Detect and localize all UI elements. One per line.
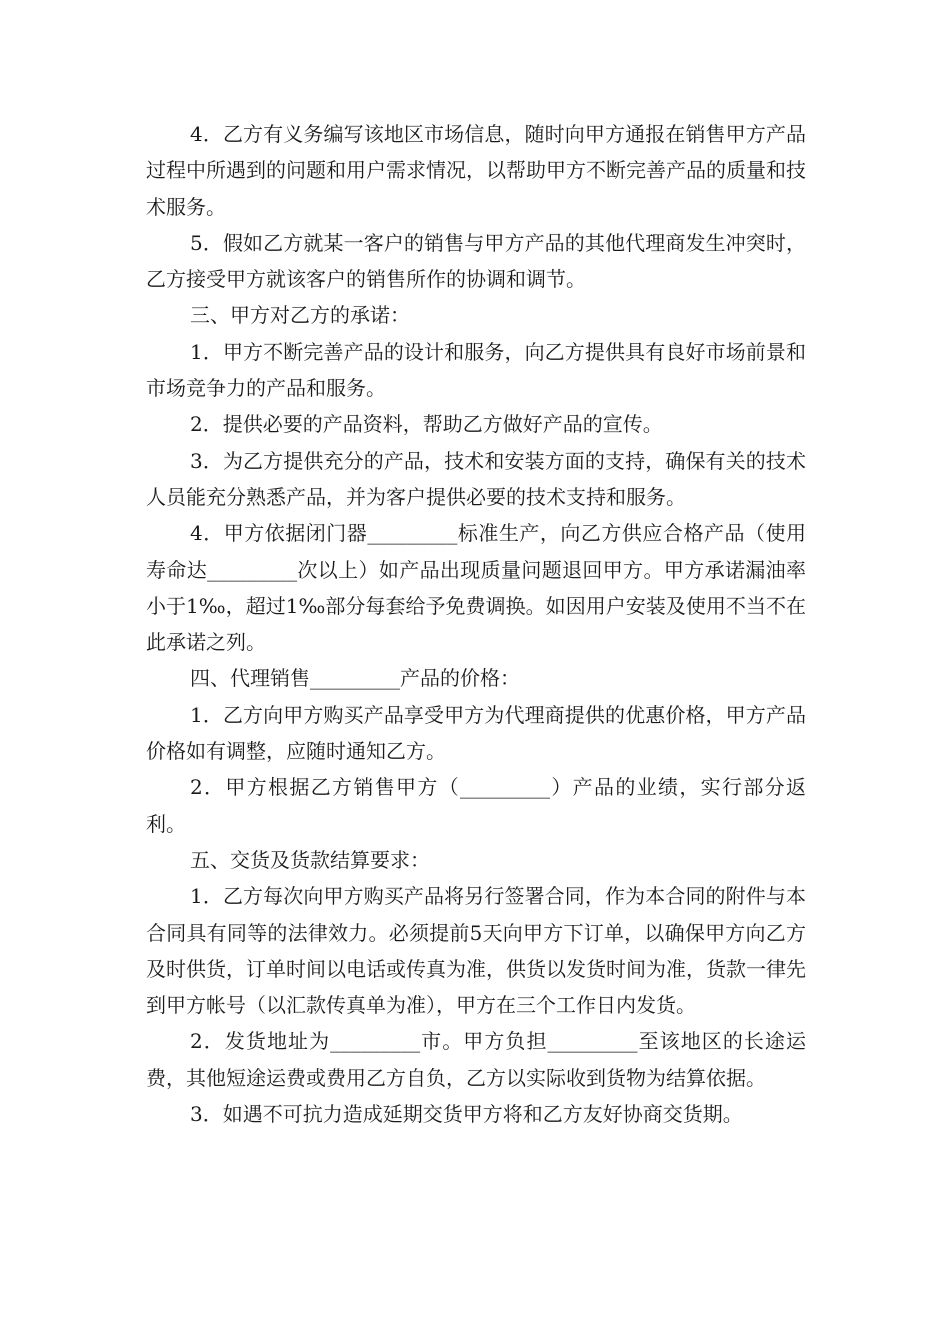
clause-4-1: 1．乙方向甲方购买产品享受甲方为代理商提供的优惠价格，甲方产品价格如有调整，应随时通知乙方。: [146, 702, 806, 764]
clause-3-3: 3．为乙方提供充分的产品，技术和安装方面的支持，确保有关的技术人员能充分熟悉产品，并为客户提供必要的技术支持和服务。: [146, 448, 806, 509]
clause-5-2: 2．发货地址为_________市。甲方负担_________至该地区的长途运费，其他短途运费或费用乙方自负，乙方以实际收到货物为结算依据。: [146, 1029, 806, 1090]
clause-3-1: 1．甲方不断完善产品的设计和服务，向乙方提供具有良好市场前景和市场竞争力的产品和服务。: [146, 339, 806, 401]
clause-3-2: 2．提供必要的产品资料，帮助乙方做好产品的宣传。: [190, 412, 663, 437]
clause-4-2: 2．甲方根据乙方销售甲方（_________）产品的业绩，实行部分返利。: [146, 775, 806, 836]
section-heading-5: 五、交货及货款结算要求：: [190, 847, 430, 872]
section-heading-4: 四、代理销售_________产品的价格：: [190, 666, 520, 691]
clause-5-3: 3．如遇不可抗力造成延期交货甲方将和乙方友好协商交货期。: [190, 1102, 743, 1127]
document-body: [146, 116, 806, 1132]
clause-5-1: 1．乙方每次向甲方购买产品将另行签署合同，作为本合同的附件与本合同具有同等的法律效力。必须提前5天向甲方下订单，以确保甲方向乙方及时供货，订单时间以电话或传真为准，供货以发货时间为准，货款一律先到甲方帐号（以汇款传真单为准），甲方在三个工作日内发货。: [146, 884, 806, 1018]
clause-2-5: 5．假如乙方就某一客户的销售与甲方产品的其他代理商发生冲突时，乙方接受甲方就该客户的销售所作的协调和调节。: [146, 230, 806, 292]
section-heading-3: 三、甲方对乙方的承诺：: [190, 303, 410, 328]
clause-2-4: 4．乙方有义务编写该地区市场信息，随时向甲方通报在销售甲方产品过程中所遇到的问题和用户需求情况，以帮助甲方不断完善产品的质量和技术服务。: [146, 122, 806, 219]
clause-3-4: 4．甲方依据闭门器_________标准生产，向乙方供应合格产品（使用寿命达_________次以上）如产品出现质量问题退回甲方。甲方承诺漏油率小于1‰，超过1‰部分每套给予免费调换。如因用户安装及使用不当不在此承诺之列。: [146, 521, 806, 655]
